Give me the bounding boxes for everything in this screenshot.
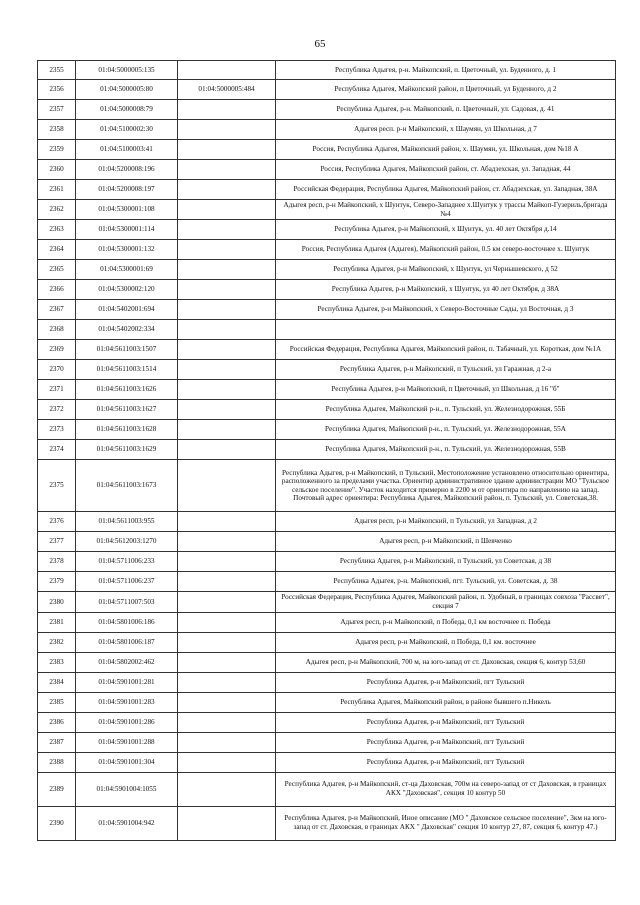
previous-cadastral-number-cell	[178, 380, 276, 400]
cadastral-number-cell: 01:04:5300001:132	[76, 240, 178, 260]
cadastral-number-cell: 01:04:5611003:1507	[76, 340, 178, 360]
previous-cadastral-number-cell	[178, 552, 276, 572]
row-number-cell: 2377	[38, 532, 76, 552]
cadastral-number-cell: 01:04:5611003:1628	[76, 420, 178, 440]
cadastral-number-cell: 01:04:5200008:197	[76, 180, 178, 200]
previous-cadastral-number-cell	[178, 120, 276, 140]
row-number-cell: 2381	[38, 612, 76, 632]
row-number-cell: 2358	[38, 120, 76, 140]
table-row	[38, 400, 616, 420]
table-row	[38, 80, 616, 100]
previous-cadastral-number-cell	[178, 692, 276, 712]
table-row	[38, 592, 616, 612]
address-cell: Адыгея респ. р-н Майкопский, х Шаумян, ул Школьная, д 7	[276, 120, 616, 140]
address-cell: Республика Адыгея, р-н Майкопский, п Тульский, ул Советская, д 38	[276, 552, 616, 572]
previous-cadastral-number-cell	[178, 400, 276, 420]
row-number-cell: 2378	[38, 552, 76, 572]
table-row	[38, 160, 616, 180]
table-row	[38, 652, 616, 672]
page-number: 65	[314, 38, 326, 50]
table-row	[38, 220, 616, 240]
table-row	[38, 360, 616, 380]
cadastral-number-cell: 01:04:5200008:196	[76, 160, 178, 180]
address-cell: Адыгея респ, р-н Майкопский, п Победа, 0,1 км. восточнее	[276, 632, 616, 652]
cadastral-number-cell: 01:04:5000005:135	[76, 61, 178, 80]
address-cell	[276, 320, 616, 340]
previous-cadastral-number-cell	[178, 772, 276, 806]
table-row	[38, 260, 616, 280]
table-row	[38, 732, 616, 752]
table-row	[38, 200, 616, 220]
previous-cadastral-number-cell	[178, 806, 276, 840]
cadastral-number-cell: 01:04:5901001:283	[76, 692, 178, 712]
address-cell: Республика Адыгея, р-н Майкопский, Иное описание (МО " Даховское сельское поселение", 3км на юго-запад от ст. Даховская, в границах АКХ " Даховская" секция 10 контур 27, 87, секция 6, контур 47.)	[276, 806, 616, 840]
row-number-cell: 2365	[38, 260, 76, 280]
cadastral-number-cell: 01:04:5711006:237	[76, 572, 178, 592]
cadastral-number-cell: 01:04:5611003:1514	[76, 360, 178, 380]
cadastral-number-cell: 01:04:5611003:1629	[76, 440, 178, 460]
table-row	[38, 752, 616, 772]
row-number-cell: 2386	[38, 712, 76, 732]
registry-table	[37, 60, 616, 841]
previous-cadastral-number-cell	[178, 280, 276, 300]
table-row	[38, 772, 616, 806]
row-number-cell: 2388	[38, 752, 76, 772]
table-row	[38, 61, 616, 80]
cadastral-number-cell: 01:04:5402001:694	[76, 300, 178, 320]
table-row	[38, 460, 616, 512]
previous-cadastral-number-cell	[178, 300, 276, 320]
address-cell: Адыгея респ, р-н Майкопский, п Тульский, ул Западная, д 2	[276, 512, 616, 532]
address-cell: Республика Адыгея, р-н Майкопский, х Шунтук, ул. 40 лет Октября д.14	[276, 220, 616, 240]
row-number-cell: 2384	[38, 672, 76, 692]
row-number-cell: 2356	[38, 80, 76, 100]
table-row	[38, 380, 616, 400]
previous-cadastral-number-cell: 01:04:5000005:484	[178, 80, 276, 100]
cadastral-number-cell: 01:04:5300001:69	[76, 260, 178, 280]
row-number-cell: 2359	[38, 140, 76, 160]
address-cell: Республика Адыгея, р-н Майкопский, пгт Тульский	[276, 752, 616, 772]
previous-cadastral-number-cell	[178, 61, 276, 80]
cadastral-number-cell: 01:04:5402002:334	[76, 320, 178, 340]
row-number-cell: 2382	[38, 632, 76, 652]
address-cell: Республика Адыгея, р-н Майкопский, п Цветочный, ул Школьная, д 16 "б"	[276, 380, 616, 400]
previous-cadastral-number-cell	[178, 532, 276, 552]
cadastral-number-cell: 01:04:5611003:1673	[76, 460, 178, 512]
address-cell: Российская Федерация, Республика Адыгея, Майкопский район, п. Табачный, ул. Короткая, дом №1А	[276, 340, 616, 360]
previous-cadastral-number-cell	[178, 712, 276, 732]
row-number-cell: 2385	[38, 692, 76, 712]
row-number-cell: 2390	[38, 806, 76, 840]
cadastral-number-cell: 01:04:5901001:288	[76, 732, 178, 752]
previous-cadastral-number-cell	[178, 512, 276, 532]
address-cell: Адыгея респ, р-н Майкопский, п Шевченко	[276, 532, 616, 552]
table-row	[38, 320, 616, 340]
table-row	[38, 612, 616, 632]
address-cell: Республика Адыгея, Майкопский р-н., п. Тульский, ул. Железнодорожная, 55Б	[276, 400, 616, 420]
previous-cadastral-number-cell	[178, 572, 276, 592]
address-cell: Республика Адыгея, р-н Майкопский, пгт Тульский	[276, 732, 616, 752]
row-number-cell: 2371	[38, 380, 76, 400]
table-row	[38, 632, 616, 652]
row-number-cell: 2360	[38, 160, 76, 180]
previous-cadastral-number-cell	[178, 340, 276, 360]
table-row	[38, 300, 616, 320]
cadastral-number-cell: 01:04:5801006:186	[76, 612, 178, 632]
address-cell: Республика Адыгея, р-н Майкопский, ст-ца Даховская, 700м на северо-запад от ст Даховская, в границах АКХ "Даховская", секция 10 контур 50	[276, 772, 616, 806]
row-number-cell: 2389	[38, 772, 76, 806]
table-row	[38, 280, 616, 300]
previous-cadastral-number-cell	[178, 420, 276, 440]
row-number-cell: 2387	[38, 732, 76, 752]
table-row	[38, 806, 616, 840]
address-cell: Республика Адыгея, р-н. Майкопский, пгт. Тульский, ул. Советская, д. 38	[276, 572, 616, 592]
table-row	[38, 532, 616, 552]
address-cell: Республика Адыгея, р-н. Майкопский, п. Цветочный, ул. Буденного, д. 1	[276, 61, 616, 80]
row-number-cell: 2363	[38, 220, 76, 240]
table-row	[38, 120, 616, 140]
previous-cadastral-number-cell	[178, 100, 276, 120]
address-cell: Республика Адыгея, р-н Майкопский, х Шунтук, ул 40 лет Октября, д 38А	[276, 280, 616, 300]
address-cell: Республика Адыгея, р-н Майкопский, х Северо-Восточные Сады, ул Восточная, д 3	[276, 300, 616, 320]
cadastral-number-cell: 01:04:5612003:1270	[76, 532, 178, 552]
cadastral-number-cell: 01:04:5801006:187	[76, 632, 178, 652]
address-cell: Республика Адыгея, Майкопский район, в районе бывшего п.Никель	[276, 692, 616, 712]
cadastral-number-cell: 01:04:5901001:286	[76, 712, 178, 732]
address-cell: Республика Адыгея, Майкопский район, п Цветочный, ул Буденного, д 2	[276, 80, 616, 100]
cadastral-number-cell: 01:04:5901004:1055	[76, 772, 178, 806]
previous-cadastral-number-cell	[178, 320, 276, 340]
address-cell: Республика Адыгея, р-н Майкопский, пгт Тульский	[276, 672, 616, 692]
cadastral-number-cell: 01:04:5802002:462	[76, 652, 178, 672]
table-row	[38, 100, 616, 120]
cadastral-number-cell: 01:04:5000008:79	[76, 100, 178, 120]
address-cell: Россия, Республика Адыгея (Адыгея), Майкопский район, 0.5 км северо-восточнее х. Шунтук	[276, 240, 616, 260]
cadastral-number-cell: 01:04:5901001:304	[76, 752, 178, 772]
previous-cadastral-number-cell	[178, 220, 276, 240]
table-row	[38, 340, 616, 360]
row-number-cell: 2376	[38, 512, 76, 532]
previous-cadastral-number-cell	[178, 672, 276, 692]
address-cell: Адыгея респ, р-н Майкопский, п Победа, 0,1 км восточнее п. Победа	[276, 612, 616, 632]
address-cell: Российская Федерация, Республика Адыгея, Майкопский район, п. Удобный, в границах совхоза "Рассвет", секция 7	[276, 592, 616, 612]
previous-cadastral-number-cell	[178, 160, 276, 180]
row-number-cell: 2362	[38, 200, 76, 220]
row-number-cell: 2357	[38, 100, 76, 120]
previous-cadastral-number-cell	[178, 140, 276, 160]
table-row	[38, 420, 616, 440]
previous-cadastral-number-cell	[178, 732, 276, 752]
cadastral-number-cell: 01:04:5300001:114	[76, 220, 178, 240]
previous-cadastral-number-cell	[178, 752, 276, 772]
address-cell: Республика Адыгея, р-н. Майкопский, п. Цветочный, ул. Садовая, д. 41	[276, 100, 616, 120]
row-number-cell: 2380	[38, 592, 76, 612]
previous-cadastral-number-cell	[178, 460, 276, 512]
row-number-cell: 2370	[38, 360, 76, 380]
row-number-cell: 2379	[38, 572, 76, 592]
previous-cadastral-number-cell	[178, 240, 276, 260]
address-cell: Адыгея респ, р-н Майкопский, 700 м, на юго-запад от ст. Даховская, секция 6, контур 53,60	[276, 652, 616, 672]
row-number-cell: 2372	[38, 400, 76, 420]
address-cell: Республика Адыгея, р-н Майкопский, п Тульский, ул Гаражная, д 2-а	[276, 360, 616, 380]
cadastral-number-cell: 01:04:5901001:281	[76, 672, 178, 692]
row-number-cell: 2374	[38, 440, 76, 460]
cadastral-number-cell: 01:04:5611003:955	[76, 512, 178, 532]
address-cell: Адыгея респ, р-н Майкопский, х Шунтук, Северо-Западнее х.Шунтук у трассы Майкоп-Гузериль,бригада №4	[276, 200, 616, 220]
cadastral-number-cell: 01:04:5611003:1626	[76, 380, 178, 400]
table-row	[38, 552, 616, 572]
cadastral-number-cell: 01:04:5300001:108	[76, 200, 178, 220]
row-number-cell: 2373	[38, 420, 76, 440]
table-row	[38, 712, 616, 732]
previous-cadastral-number-cell	[178, 592, 276, 612]
previous-cadastral-number-cell	[178, 200, 276, 220]
address-cell: Россия, Республика Адыгея, Майкопский район, х. Шаумян, ул. Школьная, дом №18 А	[276, 140, 616, 160]
row-number-cell: 2367	[38, 300, 76, 320]
cadastral-number-cell: 01:04:5901004:942	[76, 806, 178, 840]
previous-cadastral-number-cell	[178, 652, 276, 672]
cadastral-number-cell: 01:04:5611003:1627	[76, 400, 178, 420]
registry-table-body	[38, 61, 616, 841]
table-row	[38, 180, 616, 200]
cadastral-number-cell: 01:04:5300002:120	[76, 280, 178, 300]
address-cell: Россия, Республика Адыгея, Майкопский район, ст. Абадзехская, ул. Западная, 44	[276, 160, 616, 180]
previous-cadastral-number-cell	[178, 360, 276, 380]
table-row	[38, 140, 616, 160]
table-row	[38, 572, 616, 592]
previous-cadastral-number-cell	[178, 612, 276, 632]
address-cell: Республика Адыгея, Майкопский р-н., п. Тульский, ул. Железнодорожная, 55В	[276, 440, 616, 460]
address-cell: Республика Адыгея, р-н Майкопский, пгт Тульский	[276, 712, 616, 732]
previous-cadastral-number-cell	[178, 260, 276, 280]
table-row	[38, 512, 616, 532]
row-number-cell: 2375	[38, 460, 76, 512]
address-cell: Российская Федерация, Республика Адыгея, Майкопский район, ст. Абадзехская, ул. Западная, 38А	[276, 180, 616, 200]
previous-cadastral-number-cell	[178, 180, 276, 200]
previous-cadastral-number-cell	[178, 632, 276, 652]
table-row	[38, 692, 616, 712]
row-number-cell: 2383	[38, 652, 76, 672]
row-number-cell: 2366	[38, 280, 76, 300]
address-cell: Республика Адыгея, р-н Майкопский, х Шунтук, ул Чернышевского, д 52	[276, 260, 616, 280]
cadastral-number-cell: 01:04:5711007:503	[76, 592, 178, 612]
cadastral-number-cell: 01:04:5100003:41	[76, 140, 178, 160]
cadastral-number-cell: 01:04:5000005:80	[76, 80, 178, 100]
row-number-cell: 2355	[38, 61, 76, 80]
row-number-cell: 2361	[38, 180, 76, 200]
cadastral-number-cell: 01:04:5100002:30	[76, 120, 178, 140]
row-number-cell: 2369	[38, 340, 76, 360]
table-row	[38, 240, 616, 260]
cadastral-number-cell: 01:04:5711006:233	[76, 552, 178, 572]
previous-cadastral-number-cell	[178, 440, 276, 460]
table-row	[38, 672, 616, 692]
row-number-cell: 2364	[38, 240, 76, 260]
table-row	[38, 440, 616, 460]
address-cell: Республика Адыгея, Майкопский р-н., п. Тульский, ул. Железнодорожная, 55А	[276, 420, 616, 440]
row-number-cell: 2368	[38, 320, 76, 340]
address-cell: Республика Адыгея, р-н Майкопский, п Тульский, Местоположение установлено относительно ориентира, расположенного за пределами участка. Ориентир административное здание администрации МО "Тульское сельское поселение". Участок находится примерно в 2200 м от ориентира по направлению на запад. Почтовый адрес ориентира: Республика Адыгея, Майкопский район, п. Тульский, ул. Советская,38.	[276, 460, 616, 512]
